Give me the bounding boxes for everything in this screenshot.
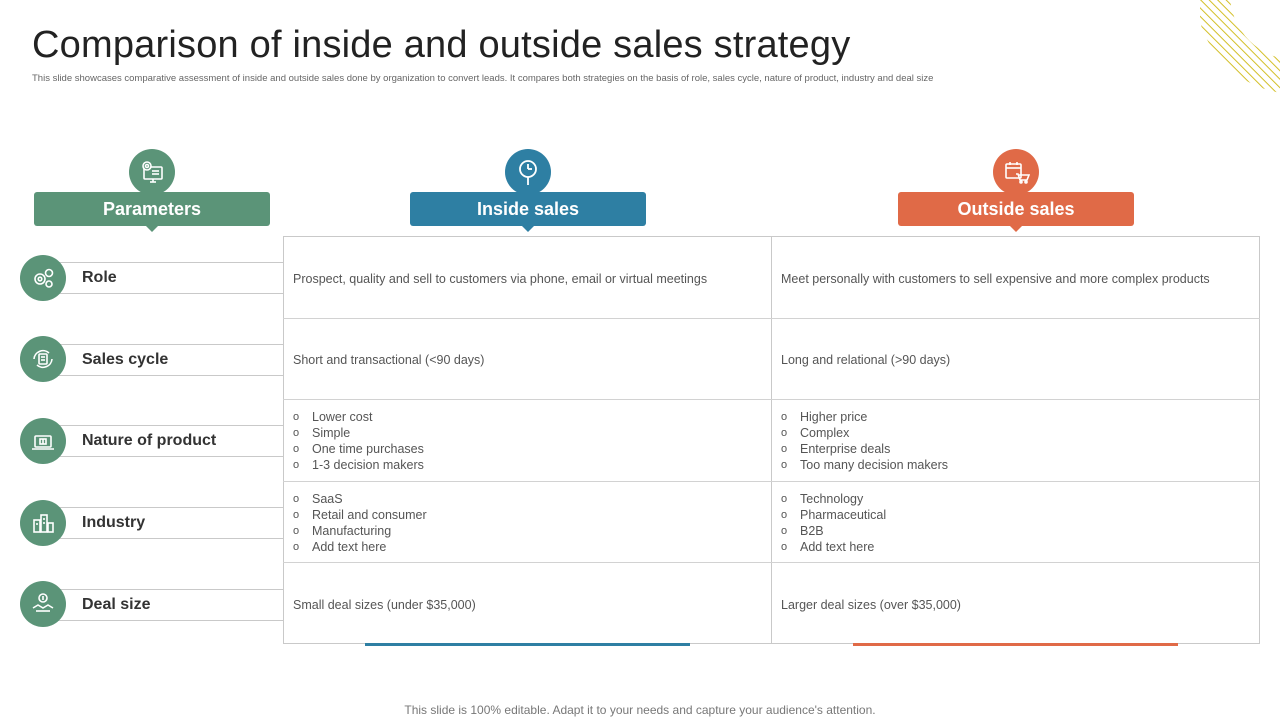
page-title: Comparison of inside and outside sales strategy <box>32 24 851 66</box>
monitor-gear-icon <box>129 149 175 195</box>
parameters-header <box>34 192 270 226</box>
list-item: o SaaS <box>293 491 427 507</box>
handshake-dollar-icon <box>20 581 66 627</box>
list-item: o Too many decision makers <box>781 457 948 473</box>
gears-icon <box>20 255 66 301</box>
footer-note: This slide is 100% editable. Adapt it to your needs and capture your audience's attention. <box>404 703 876 717</box>
row-label-role: Role <box>82 269 117 286</box>
row-divider <box>283 318 1260 319</box>
list-item: o Retail and consumer <box>293 507 427 523</box>
inside-nature-of-product-list <box>293 409 424 473</box>
list-item: o Simple <box>293 425 424 441</box>
cycle-document-icon <box>20 336 66 382</box>
outside-sales-header <box>898 192 1134 226</box>
calendar-cart-icon <box>993 149 1039 195</box>
list-item: o Enterprise deals <box>781 441 948 457</box>
outside-accent-line <box>853 643 1178 646</box>
outside-role-text: Meet personally with customers to sell expensive and more complex products <box>781 272 1210 286</box>
inside-role-text: Prospect, quality and sell to customers via phone, email or virtual meetings <box>293 272 708 286</box>
row-label-sales-cycle: Sales cycle <box>82 351 169 368</box>
column-divider <box>771 236 772 644</box>
list-item: o Lower cost <box>293 409 424 425</box>
inside-accent-line <box>365 643 690 646</box>
page-subtitle: This slide showcases comparative assessment of inside and outside sales done by organization to convert leads. It compares both strategies on the basis of role, sales cycle, nature of product, industry and deal size <box>32 73 934 84</box>
row-divider <box>283 481 1260 482</box>
inside-sales-header-label: Inside sales <box>476 198 580 219</box>
row-band-role <box>43 262 283 294</box>
list-item: o Add text here <box>293 539 427 555</box>
row-divider <box>283 399 1260 400</box>
inside-sales-header <box>410 192 646 226</box>
list-item: o Technology <box>781 491 886 507</box>
parameters-header-label: Parameters <box>102 198 202 219</box>
magnifier-clock-icon <box>505 149 551 195</box>
row-divider <box>283 562 1260 563</box>
outside-nature-of-product-list <box>781 409 948 473</box>
list-item: o Manufacturing <box>293 523 427 539</box>
list-item: o Pharmaceutical <box>781 507 886 523</box>
list-item: o Complex <box>781 425 948 441</box>
parameters-header-pointer <box>146 226 158 232</box>
list-item: o Higher price <box>781 409 948 425</box>
decorative-hatched-circle <box>1200 0 1280 96</box>
list-item: o One time purchases <box>293 441 424 457</box>
row-label-industry: Industry <box>82 514 146 531</box>
list-item: o B2B <box>781 523 886 539</box>
list-item: o 1-3 decision makers <box>293 457 424 473</box>
row-label-nature-of-product: Nature of product <box>82 432 217 449</box>
list-item: o Add text here <box>781 539 886 555</box>
outside-sales-header-pointer <box>1010 226 1022 232</box>
inside-industry-list <box>293 491 427 555</box>
outside-deal-size-text: Larger deal sizes (over $35,000) <box>781 598 961 612</box>
row-label-deal-size: Deal size <box>82 596 151 613</box>
inside-sales-cycle-text: Short and transactional (<90 days) <box>293 353 485 367</box>
outside-sales-header-label: Outside sales <box>957 198 1075 219</box>
row-band-deal-size <box>43 589 283 621</box>
laptop-gift-icon <box>20 418 66 464</box>
buildings-icon <box>20 500 66 546</box>
outside-sales-cycle-text: Long and relational (>90 days) <box>781 353 951 367</box>
outside-industry-list <box>781 491 886 555</box>
inside-deal-size-text: Small deal sizes (under $35,000) <box>293 598 476 612</box>
row-band-industry <box>43 507 283 539</box>
inside-sales-header-pointer <box>522 226 534 232</box>
